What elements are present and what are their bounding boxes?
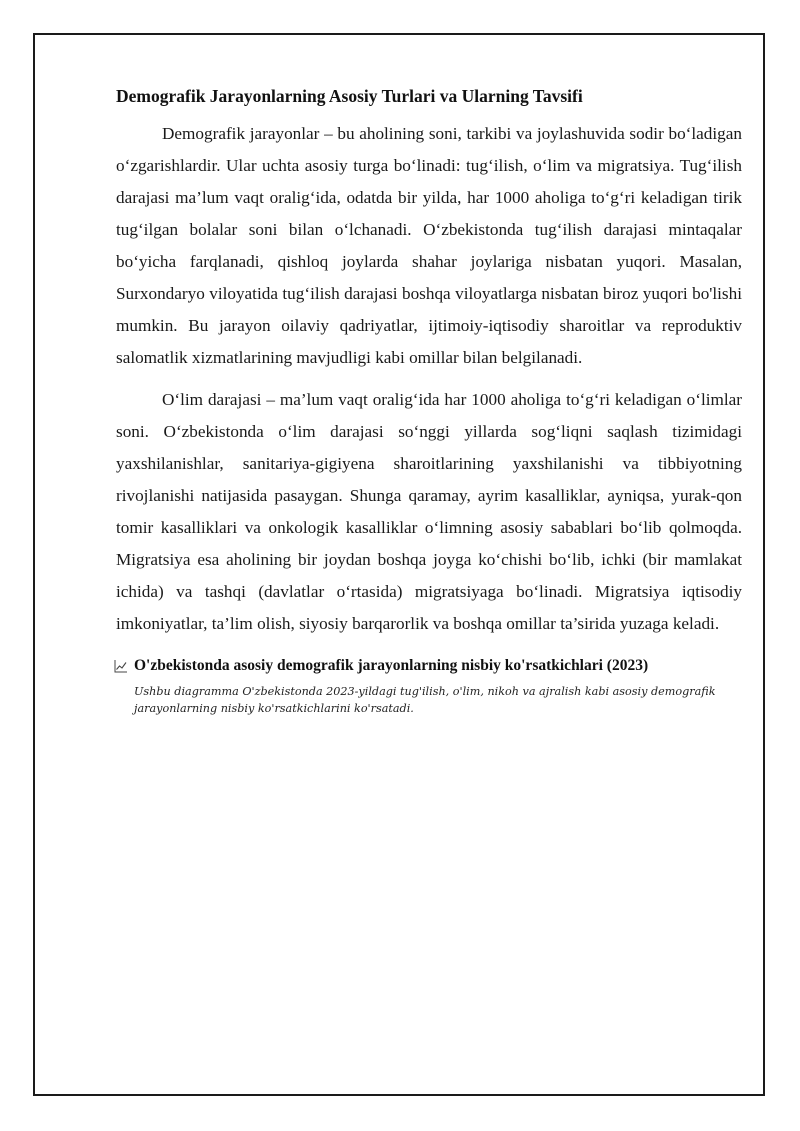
chart-caption-block [116, 654, 742, 717]
chart-title-row [114, 654, 742, 678]
paragraph-mortality-migration: O‘lim darajasi – ma’lum vaqt oralig‘ida har 1000 aholiga to‘g‘ri keladigan o‘limlar soni. O‘zbekistonda o‘lim darajasi so‘nggi yillarda sog‘liqni saqlash tizimidagi yaxshilanishlar, sanitariya-gigiyena sharoitlarining yaxshilanishi va tibbiyotning rivojlanishi natijasida pasaygan. Shunga qaramay, ayrim kasalliklar, ayniqsa, yurak-qon tomir kasalliklari va onkologik kasalliklar o‘limning asosiy sabablari bo‘lib qolmoqda. Migratsiya esa aholining bir joydan boshqa joyga ko‘chishi bo‘lib, ichki (bir mamlakat ichida) va tashqi (davlatlar o‘rtasida) migratsiyaga bo‘linadi. Migratsiya iqtisodiy imkoniyatlar, ta’lim olish, siyosiy barqarorlik va boshqa omillar ta’sirida yuzaga keladi. [116, 390, 742, 633]
section-heading: Demografik Jarayonlarning Asosiy Turlari va Ularning Tavsifi [116, 86, 583, 106]
document-body [116, 84, 742, 717]
line-chart-icon [114, 659, 128, 673]
chart-title: O'zbekistonda asosiy demografik jarayonlarning nisbiy ko'rsatkichlari (2023) [134, 657, 649, 674]
paragraph-birth-rate: Demografik jarayonlar – bu aholining soni, tarkibi va joylashuvida sodir bo‘ladigan o‘zgarishlardir. Ular uchta asosiy turga bo‘linadi: tug‘ilish, o‘lim va migratsiya. Tug‘ilish darajasi ma’lum vaqt oralig‘ida, odatda bir yilda, har 1000 aholiga to‘g‘ri keladigan tirik tug‘ilgan bolalar soni bilan o‘lchanadi. O‘zbekistonda tug‘ilish darajasi mintaqalar bo‘yicha farqlanadi, qishloq joylarda shahar joylariga nisbatan yuqori. Masalan, Surxondaryo viloyatida tug‘ilish darajasi boshqa viloyatlarga nisbatan biroz yuqori bo'lishi mumkin. Bu jarayon oilaviy qadriyatlar, ijtimoiy-iqtisodiy sharoitlar va reproduktiv salomatlik xizmatlarining mavjudligi kabi omillar bilan belgilanadi. [116, 124, 742, 367]
chart-description: Ushbu diagramma O'zbekistonda 2023-yildagi tug'ilish, o'lim, nikoh va ajralish kabi asosiy demografik jarayonlarning nisbiy ko'rsatkichlarini ko'rsatadi. [134, 685, 716, 715]
